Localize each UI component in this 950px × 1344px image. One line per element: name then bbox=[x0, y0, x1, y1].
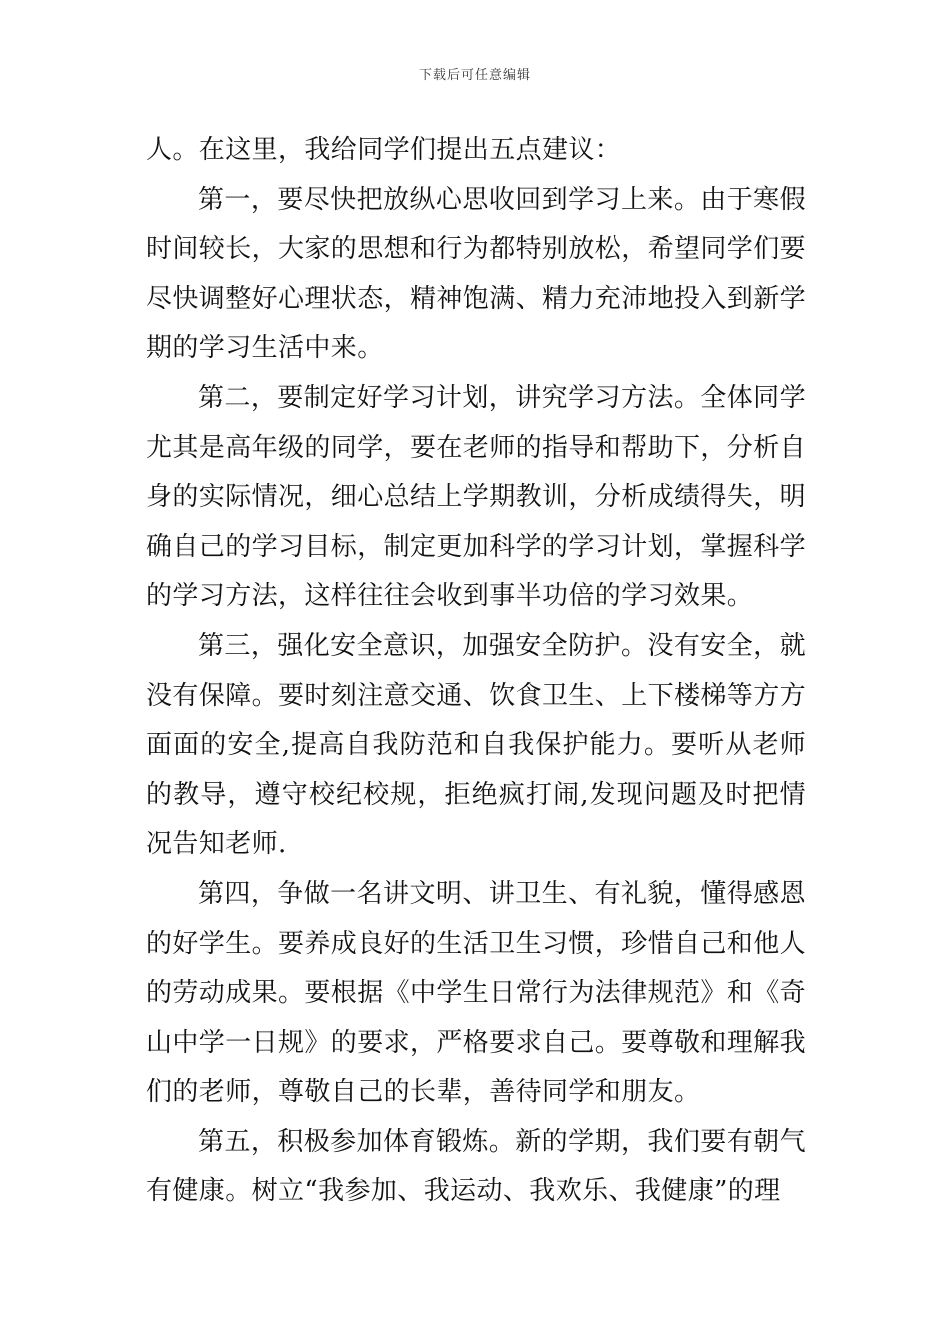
page-header: 下载后可任意编辑 bbox=[418, 68, 531, 83]
paragraph-suggestion-3: 第三，强化安全意识，加强安全防护。没有安全，就没有保障。要时刻注意交通、饮食卫生、上下楼梯等方方面面的安全,提高自我防范和自我保护能力。要听从老师的教导，遵守校纪校规，拒绝疯打闹,发现问题及时把情况告知老师. bbox=[146, 630, 807, 860]
paragraph-suggestion-1: 第一，要尽快把放纵心思收回到学习上来。由于寒假时间较长，大家的思想和行为都特别放松，希望同学们要尽快调整好心理状态，精神饱满、精力充沛地投入到新学期的学习生活中来。 bbox=[146, 184, 807, 364]
document-body bbox=[146, 126, 806, 1217]
paragraph-suggestion-4: 第四，争做一名讲文明、讲卫生、有礼貌，懂得感恩的好学生。要养成良好的生活卫生习惯，珍惜自己和他人的劳动成果。要根据《中学生日常行为法律规范》和《奇山中学一日规》的要求，严格要求自己。要尊敬和理解我们的老师，尊敬自己的长辈，善待同学和朋友。 bbox=[146, 878, 807, 1108]
paragraph-suggestion-2: 第二，要制定好学习计划，讲究学习方法。全体同学尤其是高年级的同学，要在老师的指导和帮助下，分析自身的实际情况，细心总结上学期教训，分析成绩得失，明确自己的学习目标，制定更加科学的学习计划，掌握科学的学习方法，这样往往会收到事半功倍的学习效果。 bbox=[146, 382, 807, 612]
paragraph-suggestion-5: 第五，积极参加体育锻炼。新的学期，我们要有朝气有健康。树立“我参加、我运动、我欢乐、我健康”的理 bbox=[146, 1126, 806, 1207]
paragraph-continuation: 人。在这里，我给同学们提出五点建议： bbox=[146, 135, 622, 165]
